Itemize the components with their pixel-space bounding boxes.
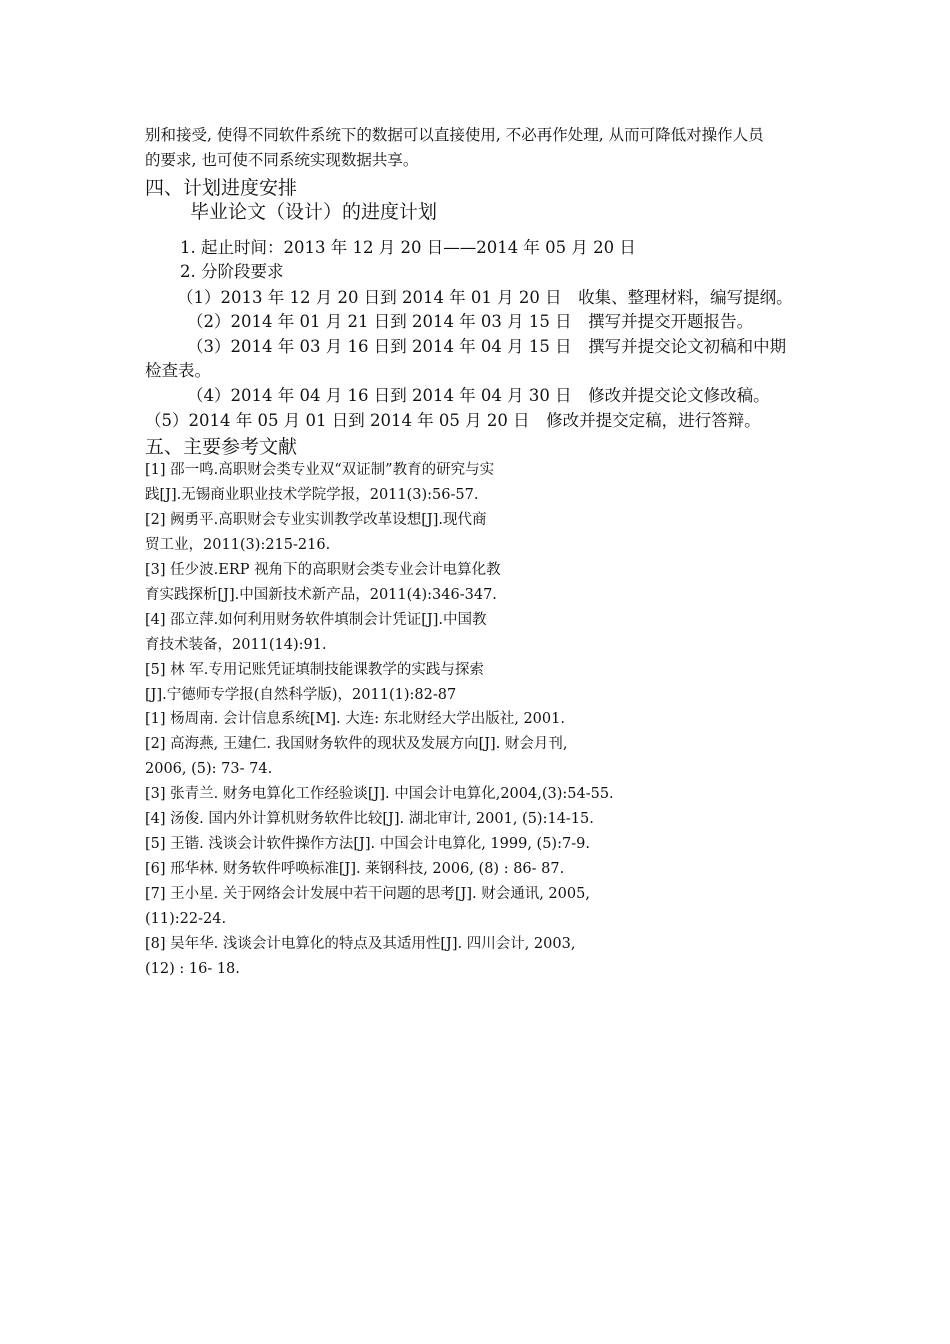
plan-item: （2）2014 年 01 月 21 日到 2014 年 03 月 15 日 撰写并提交开题报告。 [187,312,754,331]
reference-line: [7] 王小星. 关于网络会计发展中若干问题的思考[J]. 财会通讯, 2005, [145,886,590,902]
reference-line: [4] 邵立萍.如何利用财务软件填制会计凭证[J].中国教 [145,612,487,628]
reference-line: [1] 邵一鸣.高职财会类专业双“双证制”教育的研究与实 [145,462,495,478]
reference-line: 贸工业，2011(3):215-216. [145,537,331,553]
reference-line: (11):22-24. [145,911,227,927]
section-4-subheading: 毕业论文（设计）的进度计划 [190,201,438,223]
reference-line: [2] 高海燕, 王建仁. 我国财务软件的现状及发展方向[J]. 财会月刊, [145,736,568,752]
section-5-heading: 五、主要参考文献 [145,436,298,458]
reference-line: [J].宁德师专学报(自然科学版)，2011(1):82-87 [145,687,457,703]
plan-item: （1）2013 年 12 月 20 日到 2014 年 01 月 20 日 收集、整理材料，编写提纲。 [177,288,793,307]
reference-line: 践[J].无锡商业职业技术学院学报，2011(3):56-57. [145,487,479,503]
reference-line: [5] 王锴. 浅谈会计软件操作方法[J]. 中国会计电算化, 1999, (5):7-9. [145,836,590,852]
reference-line: 育实践探析[J].中国新技术新产品，2011(4):346-347. [145,587,497,603]
plan-item: （5）2014 年 05 月 01 日到 2014 年 05 月 20 日 修改并提交定稿，进行答辩。 [145,411,761,430]
plan-item: （4）2014 年 04 月 16 日到 2014 年 04 月 30 日 修改并提交论文修改稿。 [187,386,770,405]
plan-item: 1. 起止时间：2013 年 12 月 20 日——2014 年 05 月 20 日 [180,238,636,257]
reference-line: [8] 吴年华. 浅谈会计电算化的特点及其适用性[J]. 四川会计, 2003, [145,936,576,952]
reference-line: [2] 阙勇平.高职财会专业实训教学改革设想[J].现代商 [145,512,487,528]
reference-line: [5] 林 军.专用记账凭证填制技能课教学的实践与探索 [145,662,484,678]
reference-line: [1] 杨周南. 会计信息系统[M]. 大连: 东北财经大学出版社, 2001. [145,711,565,727]
intro-line-1: 别和接受, 使得不同软件系统下的数据可以直接使用, 不必再作处理, 从而可降低对操作人员 [145,126,764,144]
reference-line: (12) : 16- 18. [145,961,240,977]
reference-line: [3] 任少波.ERP 视角下的高职财会类专业会计电算化教 [145,562,501,578]
reference-line: [4] 汤俊. 国内外计算机财务软件比较[J]. 湖北审计, 2001, (5):14-15. [145,811,594,827]
reference-line: [3] 张青兰. 财务电算化工作经验谈[J]. 中国会计电算化,2004,(3):54-55. [145,786,614,802]
intro-line-2: 的要求, 也可使不同系统实现数据共享。 [145,151,419,169]
section-4-heading: 四、计划进度安排 [145,177,298,199]
reference-line: 2006, (5): 73- 74. [145,761,273,777]
reference-line: 育技术装备，2011(14):91. [145,637,327,653]
plan-item: （3）2014 年 03 月 16 日到 2014 年 04 月 15 日 撰写并提交论文初稿和中期 [187,337,787,356]
plan-item: 检查表。 [145,361,211,380]
reference-line: [6] 邢华林. 财务软件呼唤标准[J]. 莱钢科技, 2006, (8) : 86- 87. [145,861,565,877]
plan-item: 2. 分阶段要求 [180,262,284,281]
